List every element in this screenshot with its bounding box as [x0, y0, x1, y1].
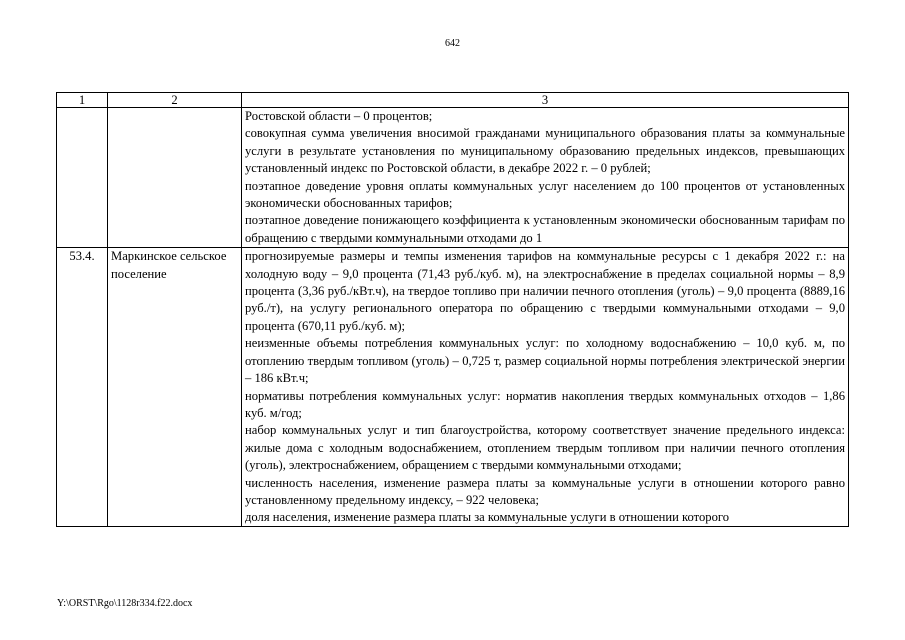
content-paragraph: доля населения, изменение размера платы за коммунальные услуги в отношении которого — [245, 510, 730, 525]
content-paragraph: поэтапное доведение понижающего коэффициента к установленным экономически обоснованным тарифам по обращению с твердыми коммунальными отходами до 1 — [245, 213, 845, 245]
row-content-cell — [242, 108, 849, 248]
row-number-cell — [57, 108, 108, 248]
content-paragraph: совокупная сумма увеличения вносимой гражданами муниципального образования платы за коммунальные услуги в результате установления по муниципальному образованию предельных индексов, превышающих установленный индекс по Ростовской области, в декабре 2022 г. – 0 рублей; — [245, 126, 845, 176]
content-paragraph: прогнозируемые размеры и темпы изменения тарифов на коммунальные ресурсы с 1 декабря 2022 г.: на холодную воду – 9,0 процента (71,43 руб./куб. м), на электроснабжение в пределах социальной нормы – 8,9 процента (3,36 руб./кВт.ч), на твердое топливо при наличии печного отопления (уголь) – 9,0 процента (8889,16 руб./т), на услугу регионального оператора по обращению с твердыми коммунальными отходами – 9,0 процента (670,11 руб./куб. м); — [245, 249, 845, 333]
footer-file-path: Y:\ORST\Rgo\1128r334.f22.docx — [57, 598, 193, 609]
content-paragraph: нормативы потребления коммунальных услуг: норматив накопления твердых коммунальных отходов – 1,86 куб. м/год; — [245, 388, 845, 420]
row-name-cell — [108, 108, 242, 248]
column-header-3: 3 — [242, 93, 849, 108]
column-header-2: 2 — [108, 93, 242, 108]
content-paragraph: неизменные объемы потребления коммунальных услуг: по холодному водоснабжению – 10,0 куб. м, по отоплению твердым топливом (уголь) – 0,725 т, размер социальной нормы потребления электрической энергии – 186 кВт.ч; — [245, 336, 845, 386]
content-paragraph: Ростовской области – 0 процентов; — [245, 109, 433, 123]
table-header-row — [57, 93, 849, 108]
page-number: 642 — [445, 38, 460, 49]
content-paragraph: набор коммунальных услуг и тип благоустройства, которому соответствует значение предельного индекса: жилые дома с холодным водоснабжением, отоплением твердым топливом при наличии печного отопления (уголь), электроснабжением, обращением с твердыми коммунальными отходами; — [245, 423, 845, 473]
row-name-cell: Маркинское сельское поселение — [108, 248, 242, 527]
document-table — [56, 92, 849, 527]
content-paragraph: поэтапное доведение уровня оплаты коммунальных услуг населением до 100 процентов от установленных экономически обоснованных тарифов; — [245, 178, 845, 211]
row-number-cell: 53.4. — [57, 248, 108, 527]
table-row — [57, 248, 849, 527]
row-content-cell — [242, 248, 849, 527]
column-header-1: 1 — [57, 93, 108, 108]
content-paragraph: численность населения, изменение размера платы за коммунальные услуги в отношении которого равно установленному предельному индексу, – 922 человека; — [245, 475, 845, 507]
table-row-continued — [57, 108, 849, 248]
